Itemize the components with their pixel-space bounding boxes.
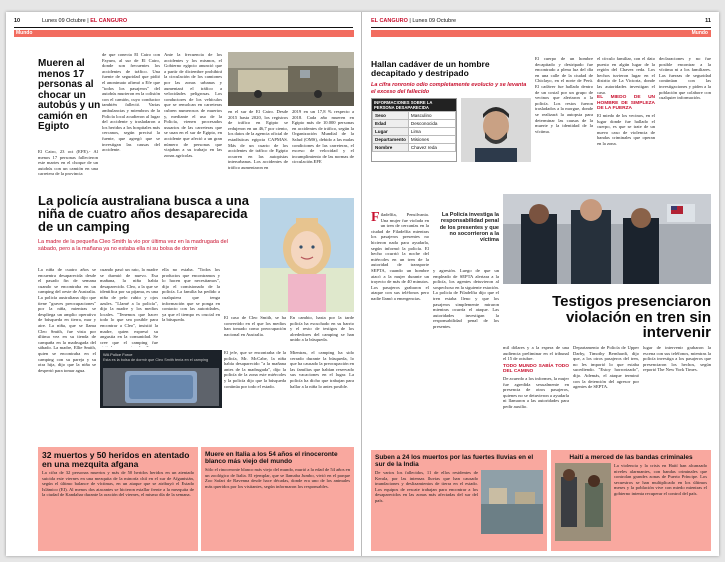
header-brand-date: EL CANGURO | Lunes 09 Octubre	[371, 18, 457, 24]
rhino-box-body: Sólo el rinoceronte blanco más viejo del mundo, murió a la edad de 54 años en un zoológico de Italia. El ejemplar, que se llamaba Jumbo, vivió en el parque Zoo Safari de Ravenna desde hace décadas, donde era uno de los animales más queridos por los visitantes, según informaron los responsables.	[205, 467, 350, 489]
page-number: 11	[705, 18, 711, 24]
sleeping-bag-image	[103, 368, 219, 406]
story1-col1: El Cairo, 23 oct (EFE).- Al menos 17 personas fallecieron este martes en el choque de un autobús con un camión en una carretera de la provincia	[38, 149, 98, 177]
header-date-brand: Lunes 09 Octubre | EL CANGURO	[42, 18, 128, 24]
right-story1-col2-group	[597, 56, 655, 196]
story2-col4: El caso de Cleo Smith, se ha convertido en el que los medios han tomado como preocupación nacional en Australia.	[224, 315, 286, 337]
story2-col2: cuando pasó un rato, la madre se durmió de nuevo. Esa mañana, la niña había desaparecido. Cleo, a la que se identifica por su pijama, es una niña de pelo rubio y ojos azules. "Llamé a la policía", dijo la madre y los medios locales. "Tenemos que hacer todo lo que sea posible para encontrar a Cleo", insistió la madre, quien expresó su angustia en la comunidad. Se cree que el camping fue	[100, 267, 158, 345]
page-number: 10	[14, 18, 21, 24]
info-box-table	[372, 111, 456, 152]
story2-bottom-col1: El jefe, que se encontraba de la policía, Mr. McCabe, la niña había desaparecido "a la mañana antes de la madrugada", dijo la policía de la zona este miércoles y la policía dijo que la búsqueda continúa por todo el estado.	[224, 350, 286, 389]
story1-col5: 2019 en un 17,8 % respecto a 2018. Cada año mueren en Egipto más de 10.000 personas en accidentes de tráfico, según la Organización Mundial de la Salud (OMS), debido a las malas condiciones de las carreteras, el exceso de velocidad y el incumplimiento de las normas de circulación.EFE	[292, 109, 354, 165]
right-story2-col3: mil dólares y a la espera de una audiencia preliminar en el tribunal el 15 de octubre.	[503, 345, 569, 362]
haiti-box	[551, 450, 711, 551]
haiti-box-content	[555, 463, 707, 541]
right-story2-red-subhead: TODO MUNDO SABÍA TODO DEL CAMINO	[503, 363, 569, 375]
girl-portrait-image	[260, 198, 354, 312]
left-page	[6, 12, 362, 556]
table-row: Edad Desconocida	[373, 120, 456, 128]
right-story1-col2: el círculo familiar, con el dato puesto en algún lugar de la región del Chavez reda. Los hechos tuvieron lugar en el distrito de La Victoria, donde las autoridades investigan el caso.	[597, 56, 655, 95]
story2-headline: La policía australiana busca a una niña de cuatro años desaparecida de un camping	[38, 193, 249, 234]
section-bar: Mundo	[14, 30, 354, 37]
right-story1-col3: declaraciones y no fue posible encontrar a la víctima ni a los familiares. Las fuerzas de seguridad continúan con las investigaciones y piden a la población que colabore con cualquier información.	[659, 56, 711, 101]
india-box-headline: Suben a 24 los muertos por las fuertes lluvias en el sur de la India	[375, 454, 534, 468]
story2-col3: ella no estaba. "Todos los productos que encontramos y lo hacen que necesitamos", dijo el comisionado de la policía. La familia ha pedido a cualquiera que tenga información que se ponga en contacto con las autoridades, ya que el tiempo es crucial en la búsqueda.	[162, 267, 220, 323]
right-story2-col1: iladelfia, Pensilvania. Una mujer fue violada en un tren de cercanías en la ciudad de Filadelfia mientras los pasajeros presentes no hicieron nada para ayudarla, según informó la policía. El hecho ocurrió la noche del miércoles en un tren de la autoridad de transporte SEPTA, cuando un hombre atacó a la mujer durante un trayecto de más de 40 minutos. Los pasajeros grabaron el ataque con sus teléfonos pero nadie llamó a emergencias.	[371, 212, 429, 301]
story1-headline: Mueren al menos 17 personas al chocar un autobús y un camión en Egipto	[38, 58, 101, 132]
story2-subhead: La madre de la pequeña Cleo Smith la vio por última vez en la madrugada del sábado, pero a la mañana ya no estaba ella ni su bolsa de dormir	[38, 239, 228, 252]
flood-image	[481, 470, 543, 534]
rhino-box-headline: Muere en Italia a los 54 años el rinoceronte blanco más viejo del mundo	[205, 451, 338, 465]
haiti-box-body: La violencia y la crisis en Haití han alcanzado niveles alarmantes, con bandas criminales que controlan grandes zonas de Puerto Príncipe. Los secuestros se han multiplicado en los últimos meses y la población vive con miedo mientras el gobierno intenta recuperar el control del país.	[614, 463, 707, 496]
india-box-content	[375, 470, 543, 534]
afghan-mosque-box	[38, 447, 198, 551]
afghan-box-body: La cifra de 32 personas muertos y más de 50 heridos heridos en un atentado suicida este viernes en una mezquita de la minoría chií en el sur de Afganistán, según el último balance de víctimas, en un ataque que se atribuyó el Estado Islámico (EI). Al menos dos atacantes se hicieron estallar frente a la mezquita de la ciudad de Kandahar durante la oración del viernes, el mismo día de la semana.	[42, 470, 194, 498]
haiti-box-headline: Haití a merced de las bandas criminales	[569, 454, 693, 461]
missing-person-info-box	[371, 98, 457, 162]
haiti-photo-image	[555, 463, 611, 541]
table-row: Sexo Masculino	[373, 112, 456, 120]
india-rain-box	[371, 450, 547, 551]
right-story2-col2: y agresión. Luego de que un empleado de SEPTA alertara a la policía, los agentes detuvieron al sospechoso en la siguiente estación. La policía de Filadelfia dijo que el tren estaba lleno y que los pasajeros simplemente miraron mientras ocurría el ataque. Las autoridades investigan la responsabilidad penal de los presentes.	[433, 268, 499, 329]
right-story1-red-subhead: EL MIEDO DE UN HOMBRE DE SIMPLEZA DE LA FUERZA	[597, 95, 655, 112]
police-officers-image	[503, 194, 711, 284]
social-embed	[100, 350, 222, 408]
pull-quote: La Policía investiga la responsabilidad penal de los presentes y que no socorrieron a la víctima	[439, 212, 499, 244]
afghan-box-headline: 32 muertos y 50 heridos en atentado en una mezquita afgana	[42, 450, 190, 469]
right-story2-col5: lugar de intervenir grabaron la escena con sus teléfonos, mientras la policía investiga a los pasajeros que presenciaron los hechos, según reportó The New York Times.	[643, 345, 711, 373]
left-header	[14, 18, 353, 28]
right-story2-headline: Testigos presenciaron violación en tren sin intervenir	[552, 293, 711, 341]
story1-col4: en el sur de El Cairo. Desde 2015 hasta 2020, los registros de tráfico en Egipto se redujeron en un 46,7 por ciento, los datos de la agencia oficial de estadísticas egipcia CAPMAS. Más de un cuarto de los accidentes de tráfico de Egipto ocurren en las autopistas interurbanas. Los accidentes de tráfico aumentaron en	[228, 109, 288, 170]
right-story2-col1-group	[371, 212, 429, 448]
info-box-title: INFORMACIONES SOBRE LA PERSONA DESAPARECIDA	[372, 99, 456, 111]
dropcap: F	[371, 212, 380, 225]
bus-crash-photo	[228, 52, 354, 106]
story2-bottom-col2: Mientras, el camping ha sido cerrado durante la búsqueda, lo que ha causado la preocupación en las familias que habían reservado sus vacaciones en el lugar. La policía ha dicho que trabajan para hallar a la niña lo antes posible.	[290, 350, 354, 389]
girl-photo	[260, 198, 354, 312]
table-row: Departamento Misiones	[373, 136, 456, 144]
story2-col1: La niña de cuatro años se encuentra desaparecida desde el pasado fin de semana cuando se encontraba en un camping del oeste de Australia. La policía australiana dijo que tiene "graves preocupaciones" por la niña, mientras se despliega un amplio operativo de búsqueda en tierra, mar y aire. La niña, que se llama Cleo Smith, fue vista por última vez en su tienda de campaña en la madrugada del sábado. La madre, Ellie Smith, quien se encontraba en el camping con su pareja y su otra hija, dijo que la niña se despertó para tomar agua.	[38, 267, 96, 373]
story2-col5: En cambio, hasta por la tarde policía ha escuchado en su barrio y el resto de testigos de los alrededores del camping se han unido a la búsqueda.	[290, 315, 354, 343]
train-police-photo	[503, 194, 711, 284]
man-portrait-image	[461, 98, 531, 162]
rhino-box	[201, 447, 354, 551]
newspaper-spread	[6, 12, 719, 556]
section-bar: Mundo	[371, 30, 711, 37]
right-story1-col2b: El miedo de los vecinos, en el lugar donde fue hallado el cuerpo, es que se trate de un nuevo caso de violencia de bandas criminales que operan en la zona.	[597, 112, 655, 146]
bus-crash-image	[228, 52, 354, 106]
right-header	[371, 18, 711, 28]
social-user: WA Police Force	[103, 352, 133, 357]
india-box-body: De varios los fallecidos, 11 de ellos residentes de Kerala, por las intensas lluvias que han causado inundaciones y deslizamientos de tierra en el estado. Los equipos de rescate trabajan para encontrar a los desaparecidos en las zonas más afectadas del sur del país.	[375, 470, 478, 503]
table-row: Nombre Chavez reda	[373, 144, 456, 152]
right-story2-col4: Departamento de Policía de Upper Darby, Timothy Bernhardt, dijo que, a los otros pasajeros del tren, no les importó lo que estaba sucediendo. "Estoy horrorizado", dijo. Además, el ataque terminó con la detención del agresor por agentes de SEPTA.	[573, 345, 639, 390]
right-story2-col3b: De acuerdo a los informes, la mujer fue agredida sexualmente en presencia de otros pasajeros, quienes no se detuvieron a ayudarla ni llamaron a las autoridades para pedir auxilio.	[503, 375, 569, 409]
social-caption: Esta es la bolsa de dormir que Cleo Smith tenía en el camping	[103, 358, 209, 362]
right-story1-headline: Hallan cadáver de un hombre decapitado y destripado	[371, 59, 490, 78]
right-story1-subhead: La cifra ronronio odio completamente evolucio y se levanta el exceso del fallecido	[371, 82, 527, 95]
story1-col3: Ante la frecuencia de los accidentes y los mismos, el Gobierno egipcio anunció que a partir de diciembre prohibirá la circulación de los camiones por las zonas urbanas y aumentará el tráfico a velocidades peligrosas. Los conductores de los vehículos que se remolcan en carreteras cubren numerosos de muertos y, mediante el uso de la Policía, vienen procesados usuarios de las carreteras que se usan en el sur de Egipto, en accidente que afectó a un gran número de personas que viajaban a su trabajo en las zonas agrícolas.	[164, 52, 222, 158]
table-row: Lugar Lima	[373, 128, 456, 136]
man-portrait-photo	[461, 98, 531, 162]
right-page	[363, 12, 719, 556]
story1-col2: de que conecta El Cairo con Fayum, al sur de El Cairo, donde son frecuentes los accidentes de tráfico. Una fuente de seguridad que pidió el anonimato afirmó a Efe que "todos los pasajeros" del autobús murieron en la colisión con el camión, cuyo conductor también falleció. Varias ambulancias y miembros de la Policía local acudieron al lugar del accidente y trasladaron a los heridos a los hospitales más cercanos, según precisó la fuente, que agregó que se investigan las causas del accidente.	[102, 52, 160, 153]
right-story2-col3-group	[503, 345, 569, 448]
right-story1-col1: El cuerpo de un hombre decapitado y destripado fue encontrado a plena luz del día en una calle de la ciudad de Chiclayo, en el norte de Perú. El cadáver fue hallado dentro de un costal por un grupo de vecinos que alertaron a la policía. Los restos fueron trasladados a la morgue, donde se realizará la autopsia para determinar las causas de la muerte y la identidad de la víctima.	[535, 56, 593, 134]
